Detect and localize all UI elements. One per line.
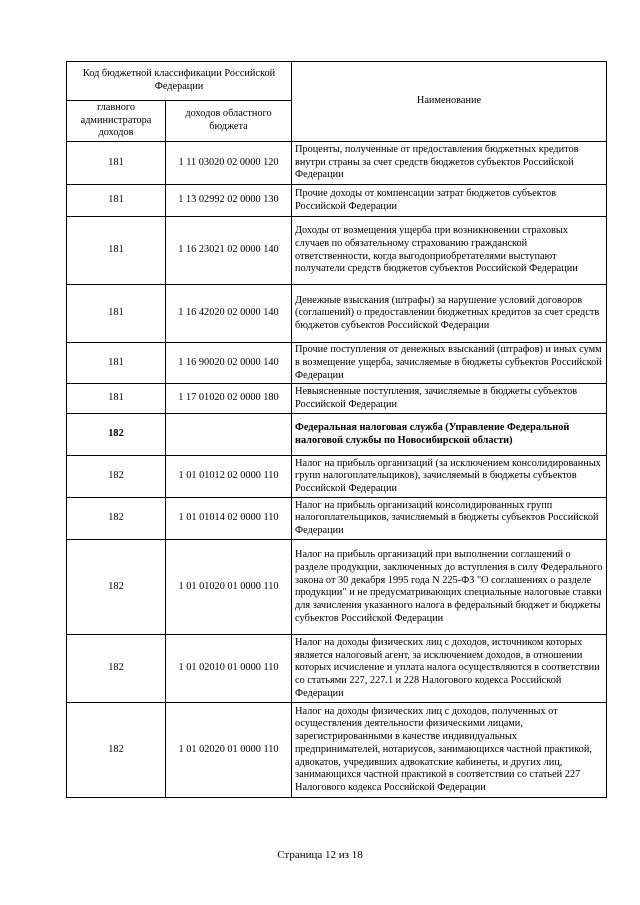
table-row [67, 185, 607, 217]
name-cell: Налог на прибыль организаций консолидированных групп налогоплательщиков, зачисляемый в бюджеты субъектов Российской Федерации [292, 498, 607, 540]
admin-code-cell: 181 [67, 185, 166, 217]
admin-code-cell: 182 [67, 540, 166, 635]
table-row [67, 456, 607, 498]
admin-code-cell: 181 [67, 384, 166, 414]
table-row [67, 540, 607, 635]
income-code-cell: 1 01 01012 02 0000 110 [166, 456, 292, 498]
table-row [67, 217, 607, 285]
name-cell: Невыясненные поступления, зачисляемые в бюджеты субъектов Российской Федерации [292, 384, 607, 414]
header-code-group: Код бюджетной классификации Российской Федерации [67, 62, 292, 101]
table-row [67, 384, 607, 414]
header-income-code: доходов областного бюджета [166, 101, 292, 142]
table-row [67, 498, 607, 540]
income-code-cell: 1 01 02010 01 0000 110 [166, 635, 292, 703]
name-cell: Прочие поступления от денежных взысканий (штрафов) и иных сумм в возмещение ущерба, зачисляемые в бюджеты субъектов Российской Федерации [292, 343, 607, 384]
name-cell: Налог на прибыль организаций при выполнении соглашений о разделе продукции, заключенных до вступления в силу Федерального закона от 30 декабря 1995 года N 225-ФЗ "О соглашениях о разделе продукции" и не предусматривающих специальные налоговые ставки для зачисления указанного налога в федеральный бюджет и бюджеты субъектов Российской Федерации [292, 540, 607, 635]
page-footer: Страница 12 из 18 [277, 849, 363, 861]
name-cell: Налог на доходы физических лиц с доходов, полученных от осуществления деятельности физическими лицами, зарегистрированными в качестве индивидуальных предпринимателей, нотариусов, занимающихся частной практикой, адвокатов, учредивших адвокатские кабинеты, и других лиц, занимающихся частной практикой в соответствии со статьей 227 Налогового кодекса Российской Федерации [292, 703, 607, 798]
admin-code-cell: 181 [67, 142, 166, 185]
table-row [67, 414, 607, 456]
income-code-cell: 1 16 23021 02 0000 140 [166, 217, 292, 285]
admin-code-cell: 182 [67, 703, 166, 798]
header-name: Наименование [292, 62, 607, 142]
name-cell: Денежные взыскания (штрафы) за нарушение условий договоров (соглашений) о предоставлении бюджетных кредитов за счет средств бюджетов субъектов Российской Федерации [292, 285, 607, 343]
income-code-cell: 1 01 01014 02 0000 110 [166, 498, 292, 540]
name-cell: Проценты, полученные от предоставления бюджетных кредитов внутри страны за счет средств бюджетов субъектов Российской Федерации [292, 142, 607, 185]
income-code-cell: 1 17 01020 02 0000 180 [166, 384, 292, 414]
income-code-cell: 1 16 42020 02 0000 140 [166, 285, 292, 343]
name-cell: Прочие доходы от компенсации затрат бюджетов субъектов Российской Федерации [292, 185, 607, 217]
table-row [67, 635, 607, 703]
income-code-cell: 1 01 02020 01 0000 110 [166, 703, 292, 798]
table-row [67, 703, 607, 798]
admin-code-cell: 181 [67, 343, 166, 384]
table-row [67, 285, 607, 343]
budget-classification-table [66, 61, 607, 798]
name-cell: Налог на доходы физических лиц с доходов, источником которых является налоговый агент, за исключением доходов, в отношении которых исчисление и уплата налога осуществляются в соответствии со статьями 227, 227.1 и 228 Налогового кодекса Российской Федерации [292, 635, 607, 703]
income-code-cell: 1 01 01020 01 0000 110 [166, 540, 292, 635]
name-cell: Налог на прибыль организаций (за исключением консолидированных групп налогоплательщиков), зачисляемый в бюджеты субъектов Российской Федерации [292, 456, 607, 498]
admin-code-cell: 181 [67, 285, 166, 343]
name-cell: Федеральная налоговая служба (Управление Федеральной налоговой службы по Новосибирской области) [292, 414, 607, 456]
income-code-cell: 1 16 90020 02 0000 140 [166, 343, 292, 384]
admin-code-cell: 182 [67, 498, 166, 540]
admin-code-cell: 182 [67, 635, 166, 703]
income-code-cell: 1 11 03020 02 0000 120 [166, 142, 292, 185]
name-cell: Доходы от возмещения ущерба при возникновении страховых случаев по обязательному страхованию гражданской ответственности, когда выгодоприобретателями выступают получатели средств бюджетов субъектов Российской Федерации [292, 217, 607, 285]
admin-code-cell: 182 [67, 456, 166, 498]
table-row [67, 142, 607, 185]
income-code-cell: 1 13 02992 02 0000 130 [166, 185, 292, 217]
header-admin-code: главного администратора доходов [67, 101, 166, 142]
admin-code-cell: 182 [67, 414, 166, 456]
income-code-cell [166, 414, 292, 456]
admin-code-cell: 181 [67, 217, 166, 285]
table-row [67, 343, 607, 384]
